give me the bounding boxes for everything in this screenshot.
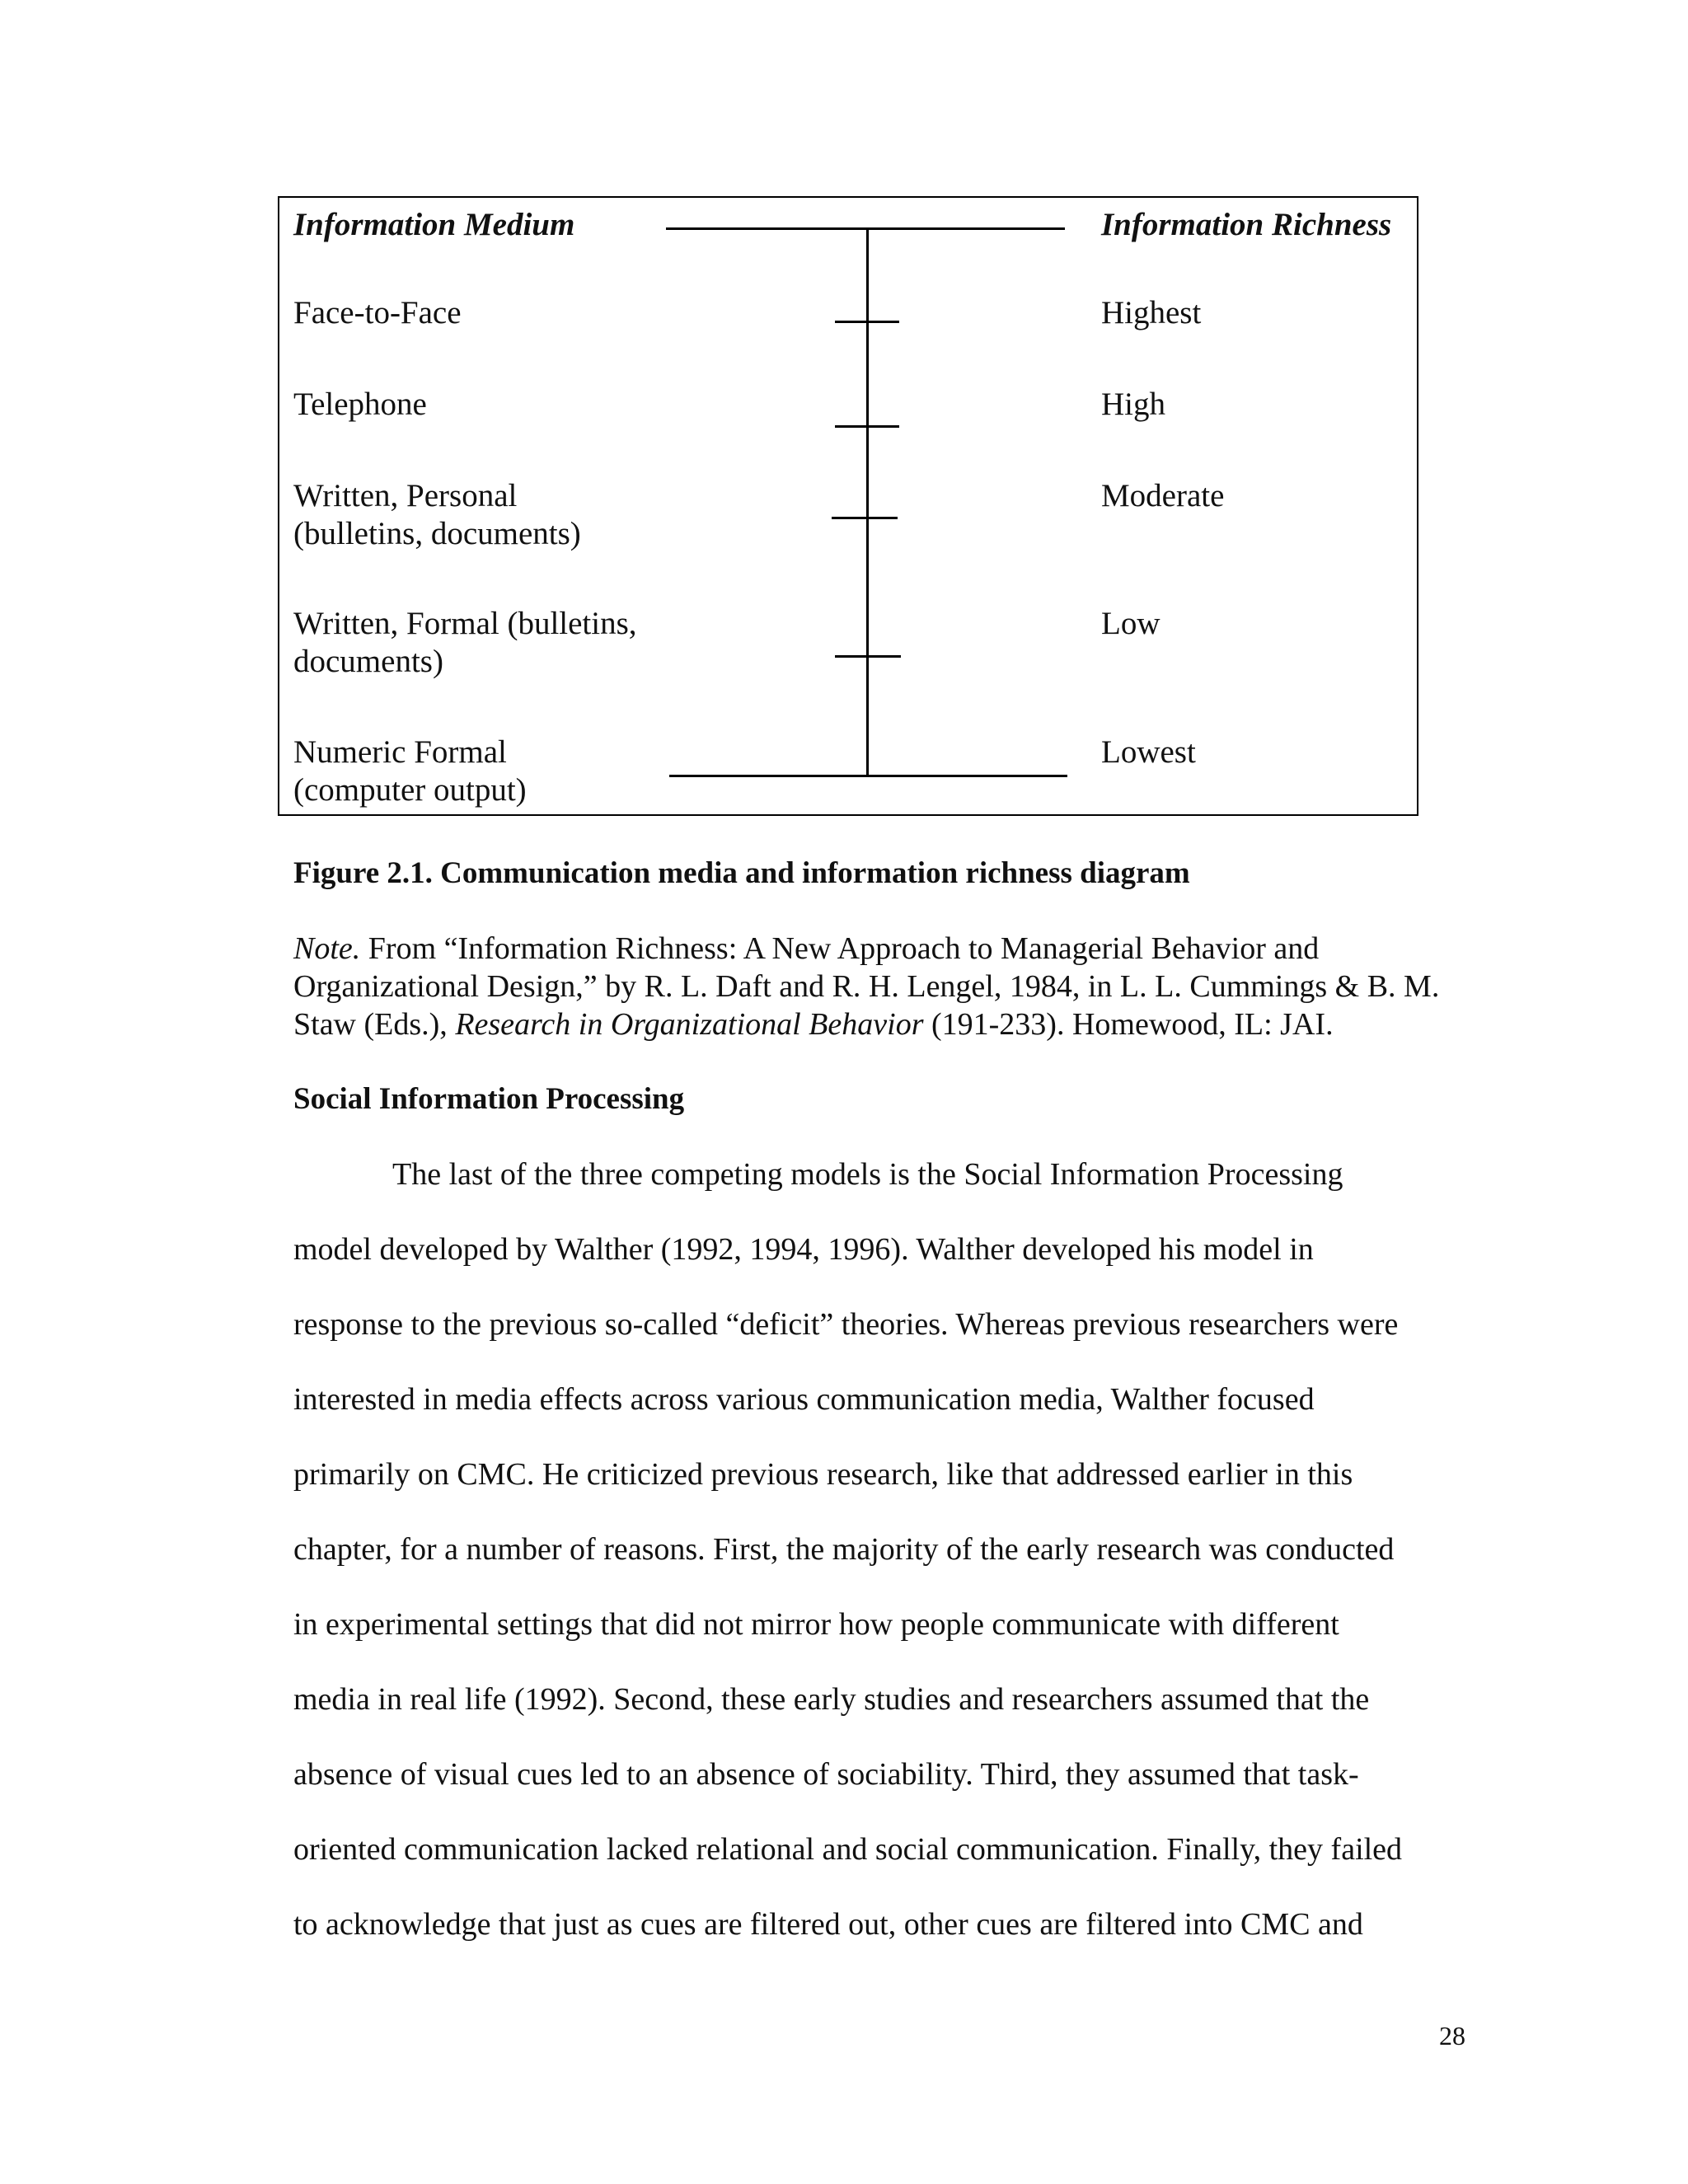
note-text-2: (191-233). Homewood, IL: JAI. [923,1007,1334,1042]
paragraph-line: chapter, for a number of reasons. First, the majority of the early research was conducted [293,1532,1395,1567]
richness-low: Low [1101,606,1160,641]
scale-bottom-line [669,775,1067,777]
paragraph-line: response to the previous so-called “deficit” theories. Whereas previous researchers were [293,1307,1399,1342]
medium-face-to-face: Face-to-Face [293,295,462,330]
scale-vertical-line [866,229,869,776]
scale-tick-moderate [832,517,898,519]
paragraph-line: to acknowledge that just as cues are filtered out, other cues are filtered into CMC and [293,1907,1363,1942]
figure-caption: Figure 2.1. Communication media and information richness diagram [293,856,1190,890]
richness-highest: Highest [1101,295,1202,330]
paragraph-line: model developed by Walther (1992, 1994, 1996). Walther developed his model in [293,1232,1314,1267]
paragraph-line: interested in media effects across various communication media, Walther focused [293,1382,1315,1417]
page-number: 28 [1439,2021,1465,2050]
medium-numeric-formal: Numeric Formal (computer output) [293,734,527,808]
paragraph-line: oriented communication lacked relational and social communication. Finally, they failed [293,1832,1403,1867]
header-information-richness: Information Richness [1101,207,1392,242]
medium-written-formal: Written, Formal (bulletins, documents) [293,606,637,679]
paragraph-line: primarily on CMC. He criticized previous research, like that addressed earlier in this [293,1457,1353,1492]
scale-tick-high [835,425,899,428]
medium-written-personal: Written, Personal (bulletins, documents) [293,478,581,551]
header-information-medium: Information Medium [293,207,575,242]
note-text-1: From “Information Richness: A New Approach to Managerial Behavior and Organizational Design,” by R. L. Daft and R. H. Lengel, 1984, in L. L. Cummings & B. M. Staw (Eds.), [293,931,1440,1042]
richness-lowest: Lowest [1101,734,1196,770]
paragraph-line: in experimental settings that did not mirror how people communicate with different [293,1607,1339,1642]
scale-tick-low [835,655,901,658]
scale-top-line [666,227,1065,230]
section-heading: Social Information Processing [293,1082,685,1116]
scale-tick-highest [835,321,899,323]
note-label: Note. [293,931,361,966]
medium-telephone: Telephone [293,387,427,422]
figure-note [293,930,1464,1043]
paragraph-line: media in real life (1992). Second, these early studies and researchers assumed that the [293,1682,1370,1717]
richness-moderate: Moderate [1101,478,1225,513]
richness-high: High [1101,387,1165,422]
paragraph-line: The last of the three competing models is the Social Information Processing [392,1157,1343,1192]
note-source-title: Research in Organizational Behavior [455,1007,924,1042]
paragraph-line: absence of visual cues led to an absence of sociability. Third, they assumed that task- [293,1757,1359,1792]
